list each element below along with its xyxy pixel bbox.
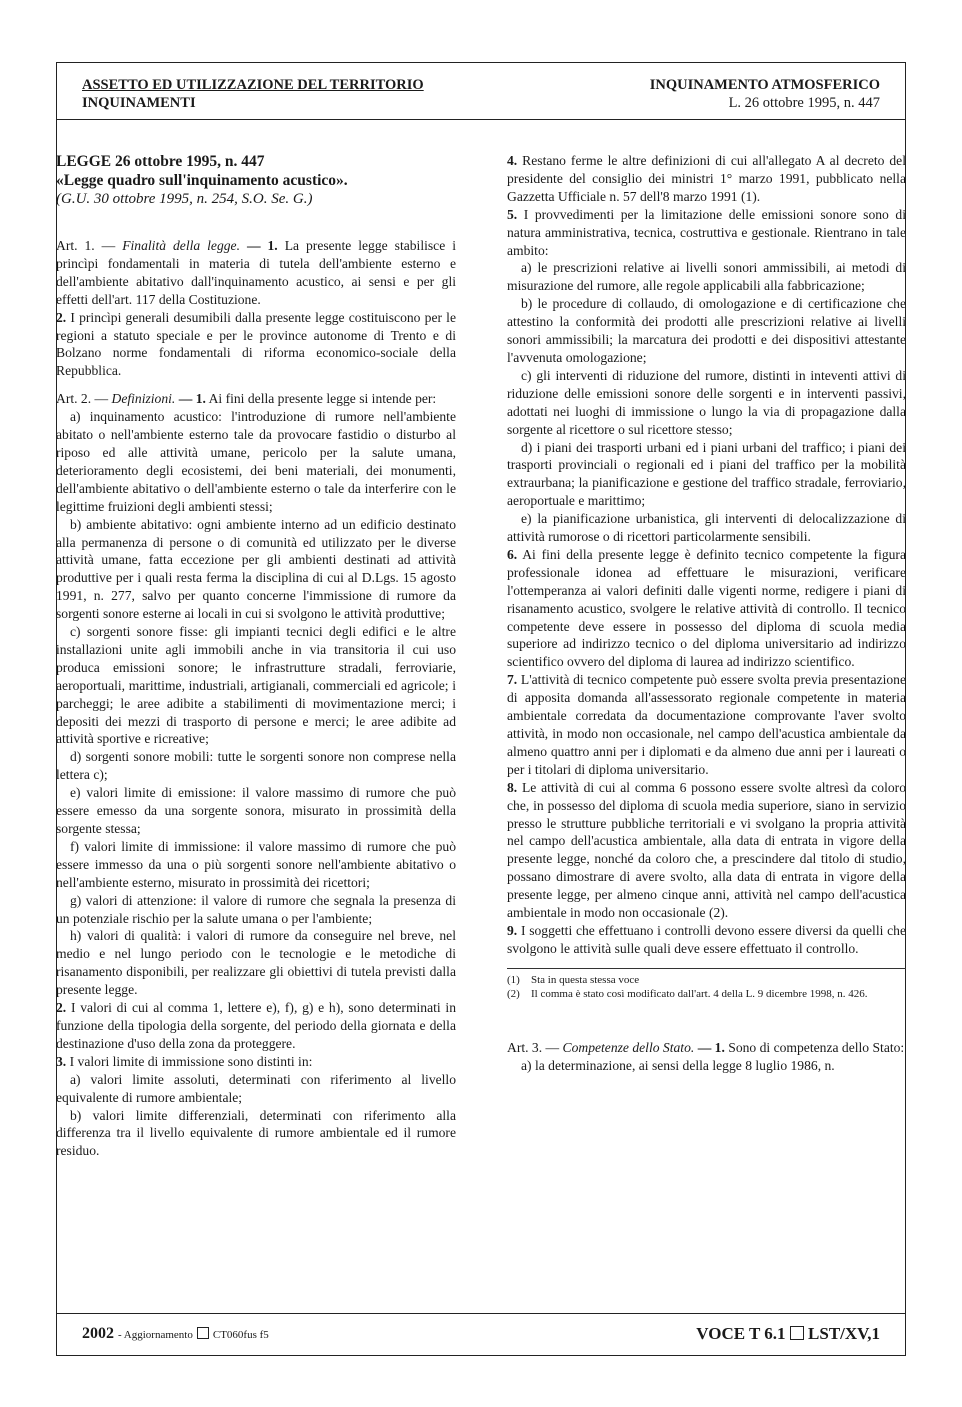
footer-code: CT060fus f5 xyxy=(212,1329,269,1341)
box-icon xyxy=(197,1327,209,1339)
header-section: ASSETTO ED UTILIZZAZIONE DEL TERRITORIO xyxy=(82,77,424,93)
footnotes xyxy=(507,968,906,1001)
art2-comma5-c: c) gli interventi di riduzione del rumore, distinti in inteventi attivi di riduzione delle emissioni sonore delle sorgenti e in interventi passivi, adottati nei luoghi di immissione o lungo la via di propagazione dalla sorgente al ricettore o sul ricettore stesso; xyxy=(507,367,906,437)
art3-letter-a: a) la determinazione, ai sensi della legge 8 luglio 1986, n. xyxy=(521,1057,835,1073)
art3-label: Art. 3. — xyxy=(507,1039,560,1055)
footnote: (2) Il comma è stato così modificato dall'art. 4 della L. 9 dicembre 1998, n. 426. xyxy=(507,987,868,1000)
law-title: LEGGE 26 ottobre 1995, n. 447 xyxy=(56,153,265,170)
art1-comma1: Art. 1. — Finalità della legge. — 1. La presente legge stabilisce i princìpi fondamentali in materia di tutela dell'ambiente esterno e dell'ambiente abitativo dall'inquinamento acustico, ai sensi e per gli effetti dell'art. 117 della Costituzione. xyxy=(56,238,456,307)
page-footer xyxy=(56,1313,906,1356)
footer-update: - Aggiornamento xyxy=(118,1329,193,1341)
art1-title: Finalità della legge. xyxy=(122,238,240,253)
art2-comma5-a: a) le prescrizioni relative ai livelli sonori ammissibili, ai metodi di misurazione del rumore, alle regole applicabili alla fabbricazione; xyxy=(507,260,906,294)
art2-comma4: 4. Restano ferme le altre definizioni di cui all'allegato A al decreto del presidente del consiglio dei ministri 1° marzo 1991, pubblicato nella Gazzetta Ufficiale n. 57 dell'8 marzo 1991 (1). xyxy=(507,153,906,204)
art2-letter-g: g) valori di attenzione: il valore di rumore che segnala la presenza di un potenziale rischio per la salute umana o per l'ambiente; xyxy=(56,892,456,926)
footer-right xyxy=(696,1324,880,1344)
header-left xyxy=(82,76,424,112)
header-law-ref: L. 26 ottobre 1995, n. 447 xyxy=(728,95,880,111)
lst-code: LST/XV,1 xyxy=(808,1324,880,1343)
header-right xyxy=(650,76,880,112)
box-icon xyxy=(790,1326,804,1340)
art1-label: Art. 1. — xyxy=(56,238,116,253)
page-number: 2002 xyxy=(82,1325,114,1342)
art2-comma5-e: e) la pianificazione urbanistica, gli interventi di delocalizzazione di attività rumorose o di ricettori particolarmente sensibili. xyxy=(507,511,906,545)
art2-comma9: 9. I soggetti che effettuano i controlli devono essere diversi da quelli che svolgono le attività sulle quali deve essere effettuato il controllo. xyxy=(507,922,906,956)
left-column xyxy=(56,152,456,1160)
voce-code: VOCE T 6.1 xyxy=(696,1324,786,1343)
page-header xyxy=(56,62,906,120)
art2-letter-a: a) inquinamento acustico: l'introduzione di rumore nell'ambiente abitato o nell'ambiente esterno tale da provocare fastidio o disturbo al riposo ed alle attività umane, pericolo per la salute umana, deterioramento degli ecosistemi, dei beni materiali, dei monumenti, dell'ambiente abitativo o dell'ambiente esterno o tale da interferire con le legittime fruizioni degli ambienti stessi; xyxy=(56,409,456,514)
art2-comma6: 6. Ai fini della presente legge è definito tecnico competente la figura professionale idonea ad effettuare le misurazioni, verificare l'ottemperanza ai valori definiti dalle vigenti norme, redigere i piani di risanamento acustico, svolgere le relative attività di controllo. Il tecnico competente deve essere in possesso del diploma di scuola media superiore ad indirizzo tecnico o del diploma universitario ad indirizzo scientifico ovvero del diploma di laurea ad indirizzo scientifico. xyxy=(507,546,906,670)
art3-comma1: Art. 3. — Competenze dello Stato. — 1. Sono di competenza dello Stato: xyxy=(507,1039,905,1055)
footnote: (1) Sta in questa stessa voce xyxy=(507,973,640,986)
law-subtitle: «Legge quadro sull'inquinamento acustico». xyxy=(56,172,348,189)
right-column xyxy=(507,152,906,1075)
art2-comma2: 2. I valori di cui al comma 1, lettere e), f), g) e h), sono determinati in funzione della tipologia della sorgente, del periodo della giornata e della destinazione d'uso della zona da proteggere. xyxy=(56,1000,456,1051)
art2-letter-f: f) valori limite di immissione: il valore massimo di rumore che può essere immesso da una o più sorgenti sonore nell'ambiente abitativo o nell'ambiente esterno, misurato in prossimità dei ricettori; xyxy=(56,838,456,890)
art2-title: Definizioni. xyxy=(111,391,176,407)
art2-letter-b: b) ambiente abitativo: ogni ambiente interno ad un edificio destinato alla permanenza di persone o di comunità ed utilizzato per le diverse attività umane, fatta eccezione per gli ambienti destinati ad attività produttive per i quali resta ferma la disciplina di cui al D.Lgs. 15 agosto 1991, n. 277, salvo per quanto concerne l'immissione di rumore da sorgenti sonore esterne ai locali in cui si svolgono le attività produttive; xyxy=(56,516,456,622)
art2-comma5-d: d) i piani dei trasporti urbani ed i piani urbani del traffico; i piani dei trasporti provinciali o regionali ed i piani del traffico per la mobilità extraurbana; la pianificazione e gestione del traffico stradale, ferroviario, aeroportuale e marittimo; xyxy=(507,439,906,509)
art3-title: Competenze dello Stato. xyxy=(562,1039,695,1055)
art2-label: Art. 2. — xyxy=(56,391,109,407)
art2-comma3: 3. I valori limite di immissione sono distinti in: xyxy=(56,1053,313,1069)
art2-comma7: 7. L'attività di tecnico competente può essere svolta previa presentazione di apposita domanda all'assessorato regionale competente in materia ambientale corredata da documentazione comprovante l'aver svolto attività, in modo non occasionale, nel campo dell'acustica ambientale da almeno quattro anni per i diplomati e da almeno due anni per i laureati o per i titolari di diploma universitario. xyxy=(507,672,907,777)
header-subsection: INQUINAMENTI xyxy=(82,95,196,111)
art2-comma5: 5. I provvedimenti per la limitazione delle emissioni sonore sono di natura amministrativa, tecnica, costruttiva e gestionale. Rientrano in tale ambito: xyxy=(507,206,906,258)
art2-letter-h: h) valori di qualità: i valori di rumore da conseguire nel breve, nel medio e nel lungo periodo con le tecnologie e le metodiche di risanamento disponibili, per realizzare gli obiettivi di tutela previsti dalla presente legge. xyxy=(56,928,456,998)
art1-comma2: 2. I princìpi generali desumibili dalla presente legge costituiscono per le regioni a statuto speciale e per le province autonome di Trento e di Bolzano norme fondamentali di riforma economico-sociale della Repubblica. xyxy=(56,309,456,379)
footer-left xyxy=(82,1325,269,1343)
art2-letter-c: c) sorgenti sonore fisse: gli impianti tecnici degli edifici e le altre installazioni unite agli immobili anche in via transitoria il cui uso produca emissioni sonore; le infrastrutture stradali, ferroviarie, aeroportuali, marittime, industriali, artigianali, commerciali ed agricole; i parcheggi; le aree adibite a stabilimenti di movimentazione merci; i depositi dei mezzi di trasporto di persone e merci; le aree adibite ad attività sportive e ricreative; xyxy=(56,624,456,747)
header-topic: INQUINAMENTO ATMOSFERICO xyxy=(649,77,880,93)
art2-comma8: 8. Le attività di cui al comma 6 possono essere svolte altresì da coloro che, in possesso del diploma di scuola media superiore, siano in servizio presso le strutture pubbliche territoriali e vi svolgano la propria attività nel campo dell'acustica ambientale, alla data di entrata in vigore della presente legge, nonché da coloro che, a prescindere dal titolo di studio, possano dimostrare di avere svolto, alla data di entrata in vigore della presente legge, per almeno cinque anni, attività nel campo dell'acustica ambientale in modo non occasionale (2). xyxy=(507,779,906,921)
art2-letter-e: e) valori limite di emissione: il valore massimo di rumore che può essere emesso da una sorgente sonora, misurato in prossimità della sorgente stessa; xyxy=(56,785,456,836)
art2-comma1: Art. 2. — Definizioni. — 1. Ai fini della presente legge si intende per: xyxy=(56,391,437,407)
art2-comma5-b: b) le procedure di collaudo, di omologazione e di certificazione che attestino la conformità dei prodotti alle prescrizioni relative ai livelli sonori ammissibili; la marcatura dei prodotti e dei dispositivi attestante l'avvenuta omologazione; xyxy=(507,296,906,365)
art2-letter-d: d) sorgenti sonore mobili: tutte le sorgenti sonore non comprese nella lettera c); xyxy=(56,749,456,783)
art2-comma3-b: b) valori limite differenziali, determinati con riferimento alla differenza tra il livello equivalente di rumore ambientale ed il rumore residuo. xyxy=(56,1107,456,1159)
law-gazette: (G.U. 30 ottobre 1995, n. 254, S.O. Se. G.) xyxy=(56,191,313,207)
art2-comma3-a: a) valori limite assoluti, determinati con riferimento al livello equivalente di rumore ambientale; xyxy=(56,1071,456,1105)
